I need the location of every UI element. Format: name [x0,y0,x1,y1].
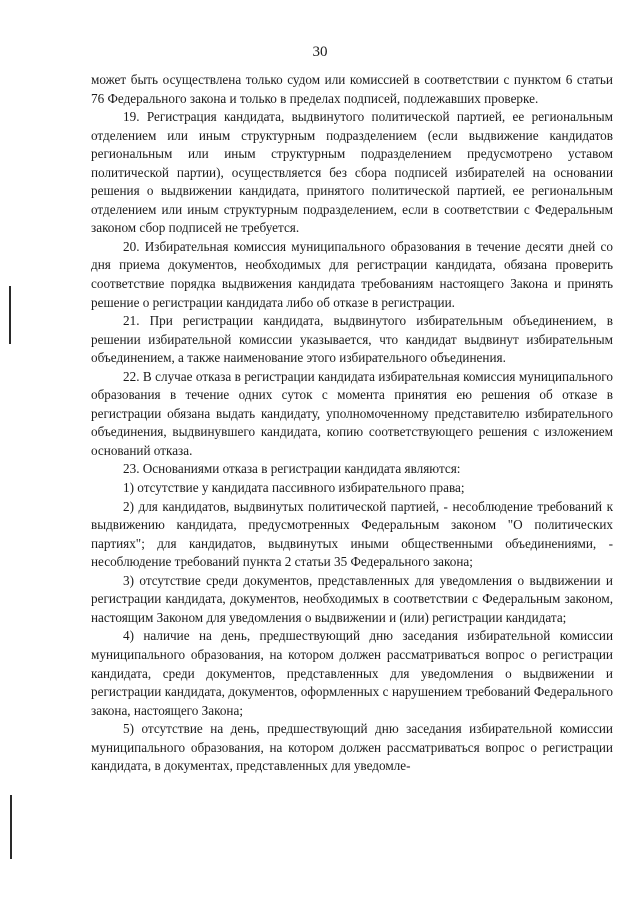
paragraph-20: 20. Избирательная комиссия муниципального образования в течение десяти дней со дня приема документов, необходимых для регистрации кандидата, обязана проверить соответствие порядка выдвижения кандидата требованиям настоящего Закона и принять решение о регистрации кандидата либо об отказе в регистрации. [91,238,613,310]
list-item-5: 5) отсутствие на день, предшествующий дню заседания избирательной комиссии муниципального образования, на котором должен рассматриваться вопрос о регистрации кандидата, в документах, представленных для уведомле- [91,721,613,774]
body-text [91,71,613,776]
paragraph-19: 19. Регистрация кандидата, выдвинутого политической партией, ее региональным отделением или иным структурным подразделением (если выдвижение кандидатов региональным или иным структурным подразделением предусмотрено уставом политической партии), осуществляется без сбора подписей избирателей на основании решения о выдвижении кандидата, принятого политической партией, ее региональным отделением или иным структурным подразделением, если в соответствии с Федеральным законом сбор подписей не требуется. [91,109,613,236]
paragraph-21: 21. При регистрации кандидата, выдвинутого избирательным объединением, в решении избирательной комиссии указывается, что кандидат выдвинут избирательным объединением, а также наименование этого избирательного объединения. [91,313,613,366]
list-item-1: 1) отсутствие у кандидата пассивного избирательного права; [123,480,465,496]
page-number: 30 [312,44,328,60]
paragraph-23: 23. Основаниями отказа в регистрации кандидата являются: [123,461,461,477]
list-item-2: 2) для кандидатов, выдвинутых политической партией, - несоблюдение требований к выдвижению кандидата, предусмотренных Федеральным законом "О политических партиях"; для кандидатов, выдвинутых иными общественными объединениями, - несоблюдение требований пункта 2 статьи 35 Федерального закона; [91,498,613,570]
paragraph-22: 22. В случае отказа в регистрации кандидата избирательная комиссия муниципального образования в течение одних суток с момента принятия ею решения об отказе в регистрации обязана выдать кандидату, уполномоченному представителю избирательного объединения, выдвинувшего кандидата, копию соответствующего решения с изложением оснований отказа. [91,368,613,458]
scan-edge-mark [10,795,12,859]
paragraph-continuation: может быть осуществлена только судом или комиссией в соответствии с пунктом 6 статьи 76 Федерального закона и только в пределах подписей, подлежавших проверке. [91,72,613,106]
scan-edge-mark [9,286,11,344]
list-item-4: 4) наличие на день, предшествующий дню заседания избирательной комиссии муниципального образования, на котором должен рассматриваться вопрос о регистрации кандидата, среди документов, представленных для уведомления о выдвижении и регистрации кандидата, документов, оформленных с нарушением требований Федерального закона, настоящего Закона; [91,628,613,718]
list-item-3: 3) отсутствие среди документов, представленных для уведомления о выдвижении и регистрации кандидата, документов, необходимых в соответствии с Федеральным законом, настоящим Законом для уведомления о выдвижении и (или) регистрации кандидата; [91,572,613,625]
